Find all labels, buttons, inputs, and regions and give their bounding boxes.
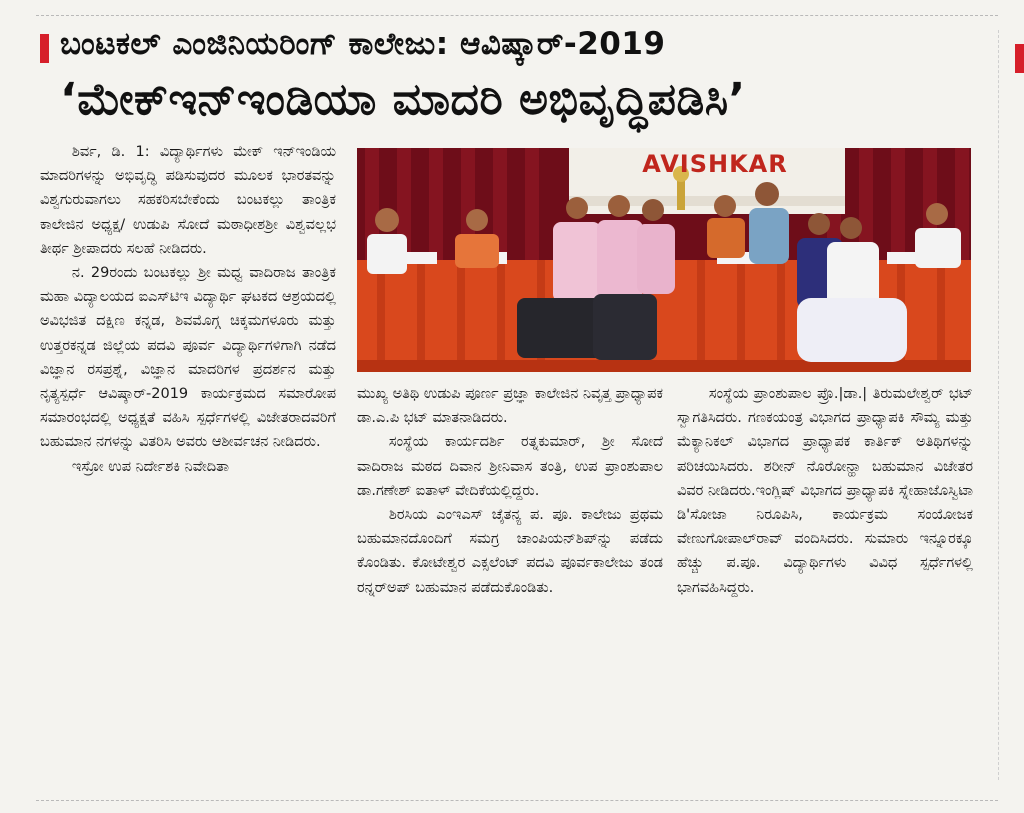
- paragraph: ಮುಖ್ಯ ಅತಿಥಿ ಉಡುಪಿ ಪೂರ್ಣ ಪ್ರಜ್ಞಾ ಕಾಲೇಜಿನ ನಿವೃತ್ತ ಪ್ರಾಧ್ಯಾಪಕ ಡಾ.ಎ.ಪಿ ಭಟ್ ಮಾತನಾಡಿದರು.: [357, 386, 663, 427]
- paragraph: ಶಿರ್ವ, ಡಿ. 1: ವಿದ್ಯಾರ್ಥಿಗಳು ಮೇಕ್ ಇನ್ಇಂಡಿಯ ಮಾದರಿಗಳನ್ನು ಅಭಿವೃದ್ಧಿ ಪಡಿಸುವುದರ ಮೂಲಕ ಭಾರತವನ್ನು ವಿಶ್ವಗುರುವಾಗಲು ಸಹಕರಿಸಬೇಕೆಂದು ಬಂಟಕಲ್ಲು ತಾಂತ್ರಿಕ ಕಾಲೇಜಿನ ಅಧ್ಯಕ್ಷ/ ಉಡುಪಿ ಸೋದೆ ಮಠಾಧೀಶಶ್ರೀ ವಿಶ್ವವಲ್ಲಭ ತೀರ್ಥ ಶ್ರೀಪಾದರು ಸಲಹೆ ನೀಡಿದರು.: [40, 144, 336, 257]
- bottom-divider: [36, 800, 998, 801]
- adjacent-article-marker: [1015, 44, 1024, 73]
- top-divider: [36, 15, 998, 16]
- article-column-3: [677, 382, 973, 600]
- article-column-2: [357, 382, 663, 600]
- headline-line-1: ಬಂಟಕಲ್ ಎಂಜಿನಿಯರಿಂಗ್ ಕಾಲೇಜು: ಆವಿಷ್ಕಾರ್-2019: [60, 26, 666, 62]
- article-column-1: [40, 140, 336, 479]
- headline-line-2: ‘ಮೇಕ್ಇನ್ಇಂಡಿಯಾ ಮಾದರಿ ಅಭಿವೃದ್ಧಿಪಡಿಸಿ’: [60, 74, 746, 125]
- headline-marker: [40, 34, 49, 63]
- paragraph: ಶಿರಸಿಯ ಎಂಇಎಸ್ ಚೈತನ್ಯ ಪ. ಪೂ. ಕಾಲೇಜು ಪ್ರಥಮ ಬಹುಮಾನದೊಂದಿಗೆ ಸಮಗ್ರ ಚಾಂಪಿಯನ್‌ಶಿಪ್‌ನ್ನು ಪಡೆದು ಕೊಂಡಿತು. ಕೋಟೇಶ್ವರ ಎಕ್ಸಲೆಂಟ್ ಪದವಿ ಪೂರ್ವಕಾಲೇಜು ತಂಡ ರನ್ನರ್‌ಅಪ್ ಬಹುಮಾನ ಪಡೆದುಕೊಂಡಿತು.: [357, 507, 663, 596]
- paragraph: ಸಂಸ್ಥೆಯ ಕಾರ್ಯದರ್ಶಿ ರತ್ನಕುಮಾರ್, ಶ್ರೀ ಸೋದೆ ವಾದಿರಾಜ ಮಠದ ದಿವಾನ ಶ್ರೀನಿವಾಸ ತಂತ್ರಿ, ಉಪ ಪ್ರಾಂಶುಪಾಲ ಡಾ.ಗಣೇಶ್ ಐತಾಳ್ ವೇದಿಕೆಯಲ್ಲಿದ್ದರು.: [357, 434, 663, 499]
- column-divider: [998, 30, 999, 780]
- paragraph: ನ. 29ರಂದು ಬಂಟಕಲ್ಲು ಶ್ರೀ ಮಧ್ವ ವಾದಿರಾಜ ತಾಂತ್ರಿಕ ಮಹಾ ವಿದ್ಯಾಲಯದ ಐಎಸ್‌ಟಿಇ ವಿದ್ಯಾರ್ಥಿ ಘಟಕದ ಆಶ್ರಯದಲ್ಲಿ ಅವಿಭಜಿತ ದಕ್ಷಿಣ ಕನ್ನಡ, ಶಿವಮೊಗ್ಗ ಚಿಕ್ಕಮಗಳೂರು ಮತ್ತು ಉತ್ತರಕನ್ನಡ ಜಿಲ್ಲೆಯ ಪದವಿ ಪೂರ್ವ ವಿದ್ಯಾರ್ಥಿಗಳಿಗಾಗಿ ನಡೆದ ವಿಜ್ಞಾನ ರಸಪ್ರಶ್ನೆ, ವಿಜ್ಞಾನ ಮಾದರಿಗಳ ಪ್ರದರ್ಶನ ಮತ್ತು ನೃತ್ಯಸ್ಪರ್ಧೆ ಆವಿಷ್ಕಾರ್-2019 ಕಾರ್ಯಕ್ರಮದ ಸಮಾರೋಪ ಸಮಾರಂಭದಲ್ಲಿ ಅಧ್ಯಕ್ಷತೆ ವಹಿಸಿ ಸ್ಪರ್ಧೆಗಳಲ್ಲಿ ವಿಜೇತರಾದವರಿಗೆ ಬಹುಮಾನ ನಗಳನ್ನು ವಿತರಿಸಿ ಅವರು ಆಶೀರ್ವಚನ ನೀಡಿದರು.: [40, 265, 336, 451]
- paragraph: ಇಸ್ರೋ ಉಪ ನಿರ್ದೇಶಕಿ ನಿವೇದಿತಾ: [71, 458, 229, 475]
- photo-illustration: [357, 148, 971, 372]
- event-photo: [357, 148, 971, 372]
- paragraph: ಸಂಸ್ಥೆಯ ಪ್ರಾಂಶುಪಾಲ ಪ್ರೊ.|ಡಾ.| ತಿರುಮಲೇಶ್ವರ್ ಭಟ್ ಸ್ವಾಗತಿಸಿದರು. ಗಣಕಯಂತ್ರ ವಿಭಾಗದ ಪ್ರಾಧ್ಯಾಪಕಿ ಸೌಮ್ಯ ಮತ್ತು ಮೆಕ್ಯಾನಿಕಲ್ ವಿಭಾಗದ ಪ್ರಾಧ್ಯಾಪಕ ಕಾರ್ತಿಕ್ ಅತಿಥಿಗಳನ್ನು ಪರಿಚಯಿಸಿದರು. ಶರೀನ್ ನೊರೋನ್ಹಾ ಬಹುಮಾನ ವಿಜೇತರ ವಿವರ ನೀಡಿದರು.ಇಂಗ್ಲಿಷ್ ವಿಭಾಗದ ಪ್ರಾಧ್ಯಾಪಕಿ ಸ್ನೇಹಾಜೊಸ್ವಿಟಾ ಡಿ'ಸೋಜಾ ನಿರೂಪಿಸಿ, ಕಾರ್ಯಕ್ರಮ ಸಂಯೋಜಕ ವೇಣುಗೋಪಾಲ್‌ರಾವ್ ವಂದಿಸಿದರು. ಸುಮಾರು ಇನ್ನೂರಕ್ಕೂ ಹೆಚ್ಚು ಪ.ಪೂ. ವಿದ್ಯಾರ್ಥಿಗಳು ವಿವಿಧ ಸ್ಪರ್ಧೆಗಳಲ್ಲಿ ಭಾಗವಹಿಸಿದ್ದರು.: [677, 386, 973, 596]
- banner-text: AVISHKAR: [642, 150, 788, 178]
